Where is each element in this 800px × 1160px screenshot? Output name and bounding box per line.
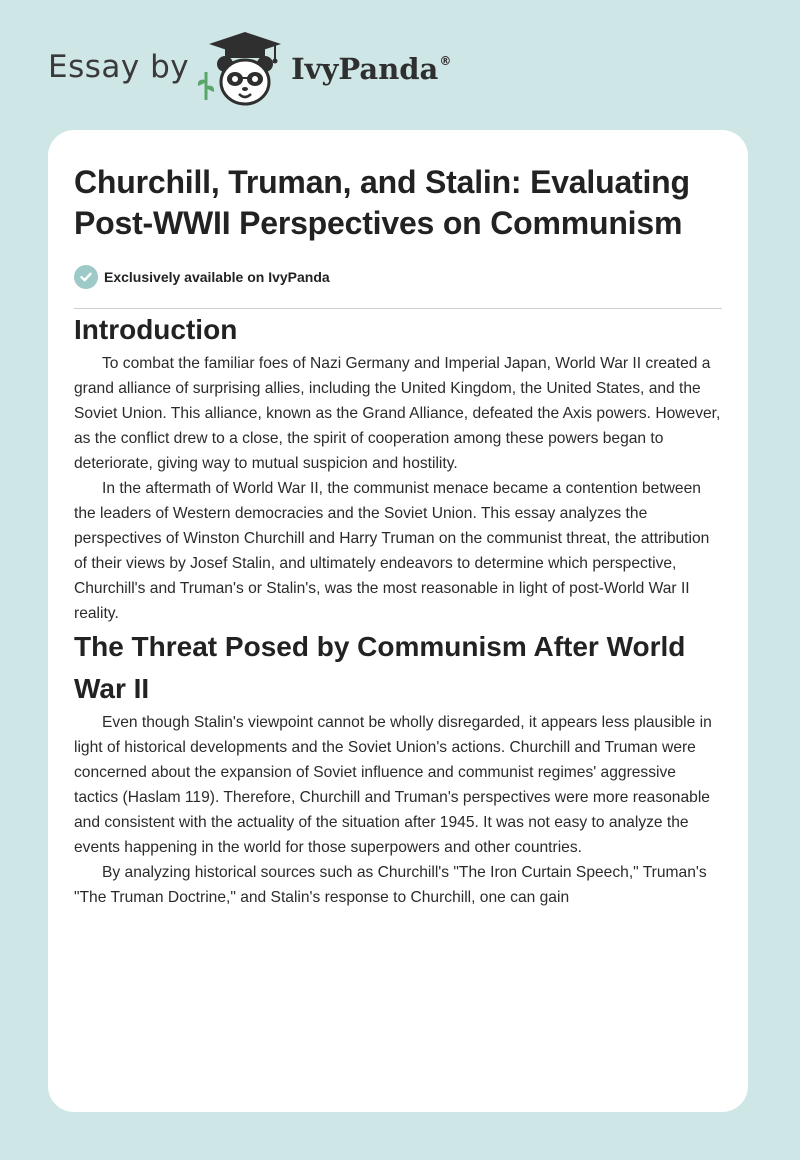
section-heading-introduction: Introduction [74,314,238,345]
paragraph: In the aftermath of World War II, the communist menace became a contention between the leaders of Western democracies and the Soviet Union. This essay analyzes the perspectives of Winston Churchill and Harry Truman on the communist threat, the attribution of their views by Josef Stalin, and ultimately endeavors to determine which perspective, Churchill's and Truman's or Stalin's, was the most reasonable in light of post-World War II reality. [74,480,710,622]
section-heading-threat: The Threat Posed by Communism After World War II [74,631,686,704]
essay-title: Churchill, Truman, and Stalin: Evaluating Post-WWII Perspectives on Communism [74,164,690,241]
brand-name[interactable]: IvyPanda® [291,52,452,86]
registered-mark: ® [439,54,452,68]
paragraph: Even though Stalin's viewpoint cannot be wholly disregarded, it appears less plausible in light of historical developments and the Soviet Union's actions. Churchill and Truman were concerned about the expansion of Soviet influence and communist regimes' aggressive tactics (Haslam 119). Therefore, Churchill and Truman's perspectives were more reasonable and consistent with the actuality of the situation after 1945. It was not easy to analyze the events happening in the world for those superpowers and other countries. [74,714,712,856]
badge-text: Exclusively available on IvyPanda [104,269,330,285]
essay-by-label: Essay by [48,49,190,85]
paragraph: To combat the familiar foes of Nazi Germany and Imperial Japan, World War II created a grand alliance of surprising allies, including the United Kingdom, the United States, and the Soviet Union. This alliance, known as the Grand Alliance, defeated the Axis powers. However, as the conflict drew to a close, the spirit of cooperation among these powers began to deteriorate, giving way to mutual suspicion and hostility. [74,355,721,472]
bamboo-leaf-icon [197,70,215,100]
panda-graduate-icon[interactable] [203,30,287,110]
site-header [48,30,451,110]
exclusive-badge [74,264,722,290]
check-circle-icon [74,265,98,289]
paragraph: By analyzing historical sources such as Churchill's "The Iron Curtain Speech," Truman's "The Truman Doctrine," and Stalin's response to Churchill, one can gain [74,864,707,906]
essay-card [48,130,748,1112]
